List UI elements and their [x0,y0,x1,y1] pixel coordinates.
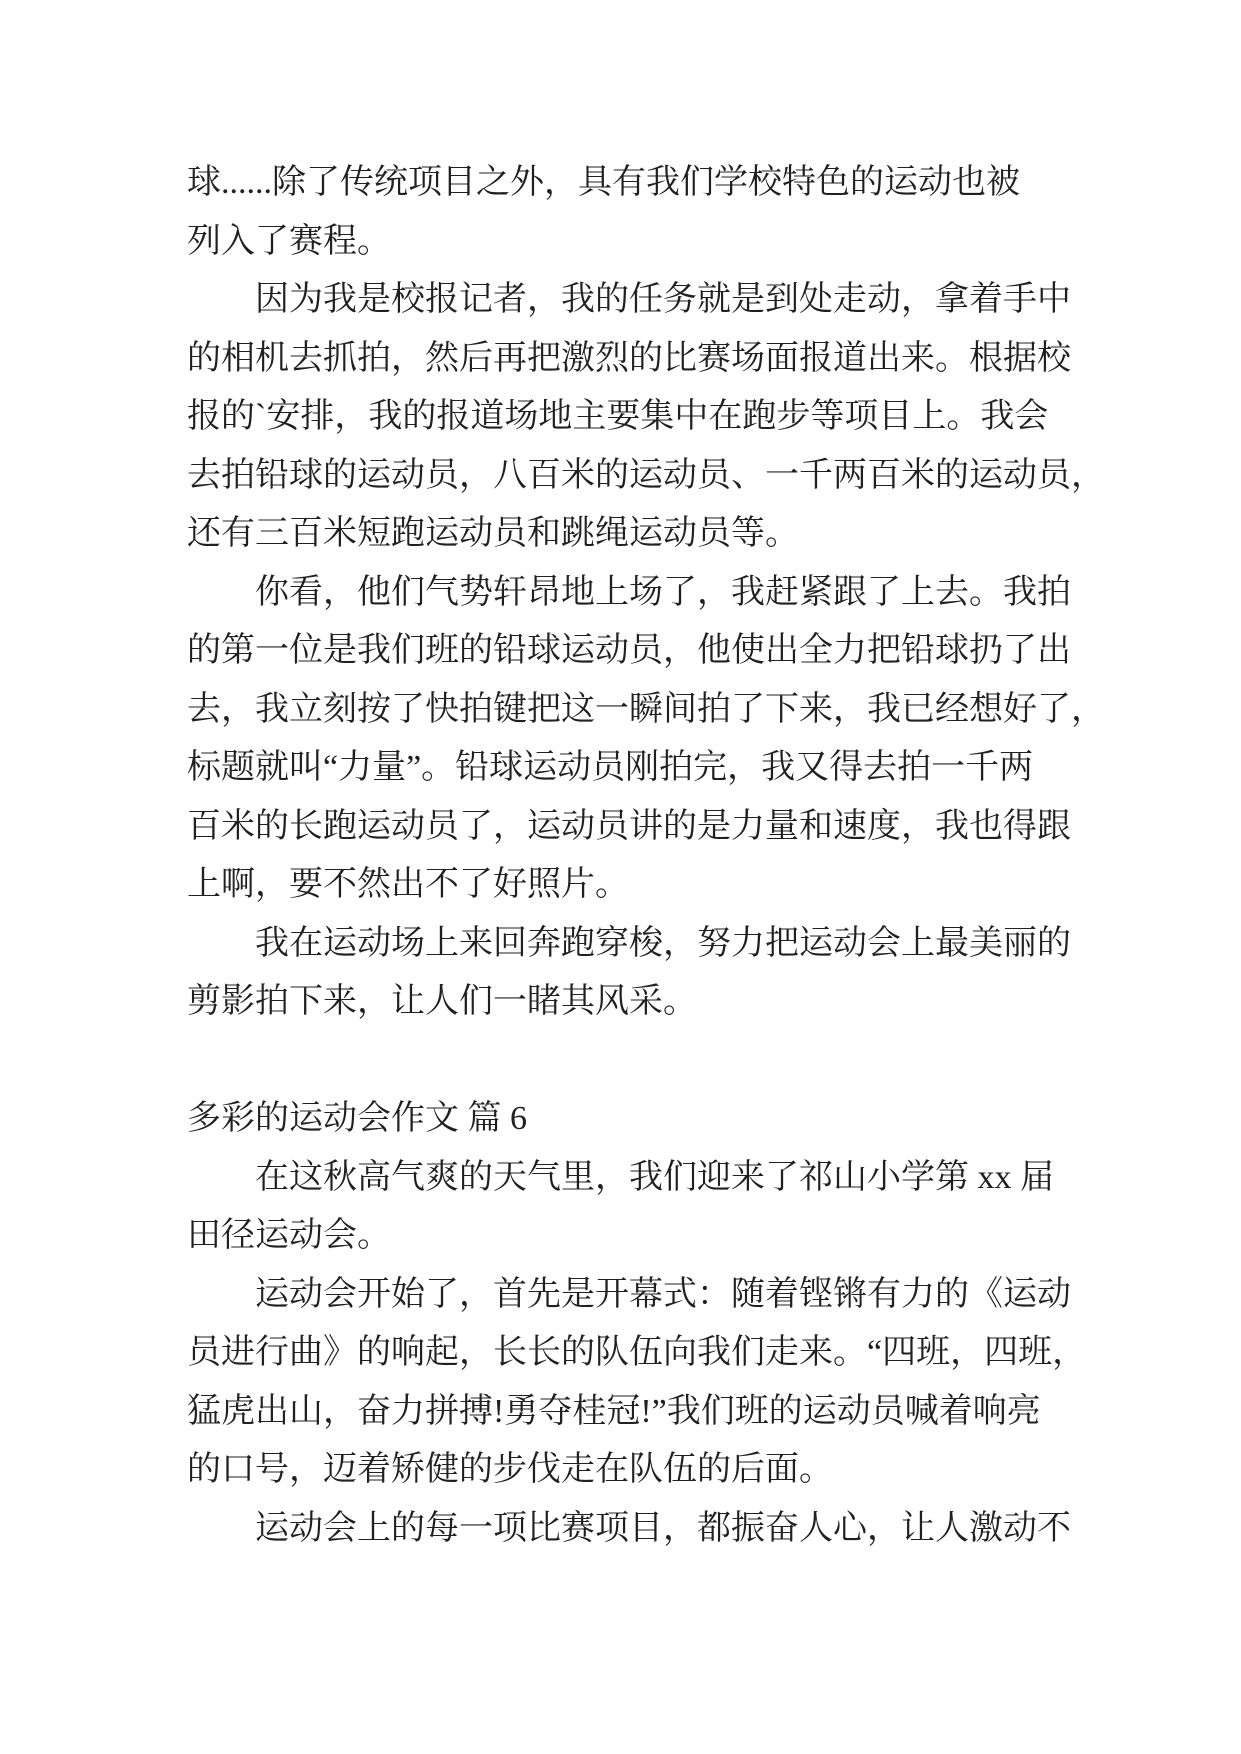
text-line: 的相机去抓拍，然后再把激烈的比赛场面报道出来。根据校 [187,339,1071,377]
text-line: 剪影拍下来，让人们一睹其风采。 [187,983,697,1020]
text-line: 的第一位是我们班的铅球运动员，他使出全力把铅球扔了出 [187,632,1071,669]
text-line: 我在运动场上来回奔跑穿梭，努力把运动会上最美丽的 [187,924,1071,962]
text-line: 百米的长跑运动员了，运动员讲的是力量和速度，我也得跟 [187,807,1071,845]
essay-text-block [187,154,1112,1558]
text-line: 还有三百米短跑运动员和跳绳运动员等。 [187,515,799,552]
text-line: 上啊，要不然出不了好照片。 [187,866,629,903]
text-line: 运动会开始了，首先是开幕式：随着铿锵有力的《运动 [187,1275,1071,1313]
text-line: 你看，他们气势轩昂地上场了，我赶紧跟了上去。我拍 [187,573,1071,611]
text-line: 在这秋高气爽的天气里，我们迎来了祁山小学第 xx 届 [187,1158,1054,1196]
text-line: 猛虎出山，奋力拼搏!勇夺桂冠!”我们班的运动员喊着响亮 [187,1392,1041,1430]
text-line: 运动会上的每一项比赛项目，都振奋人心，让人激动不 [187,1509,1071,1547]
text-line: 田径运动会。 [187,1217,391,1254]
text-line: 球......除了传统项目之外，具有我们学校特色的运动也被 [187,164,1020,201]
text-line: 的口号，迈着矫健的步伐走在队伍的后面。 [187,1451,833,1488]
blank-line [187,1032,1112,1091]
text-line: 标题就叫“力量”。铅球运动员刚拍完，我又得去拍一千两 [187,749,1034,786]
section-heading: 多彩的运动会作文 篇 6 [187,1100,527,1137]
text-line: 列入了赛程。 [187,222,391,260]
text-line: 去拍铅球的运动员，八百米的运动员、一千两百米的运动员， [187,456,1105,494]
text-line: 因为我是校报记者，我的任务就是到处走动，拿着手中 [187,281,1071,318]
text-line: 报的`安排，我的报道场地主要集中在跑步等项目上。我会 [187,398,1049,435]
text-line: 员进行曲》的响起，长长的队伍向我们走来。“四班，四班， [187,1334,1087,1371]
text-line: 去，我立刻按了快拍键把这一瞬间拍了下来，我已经想好了， [187,690,1105,728]
